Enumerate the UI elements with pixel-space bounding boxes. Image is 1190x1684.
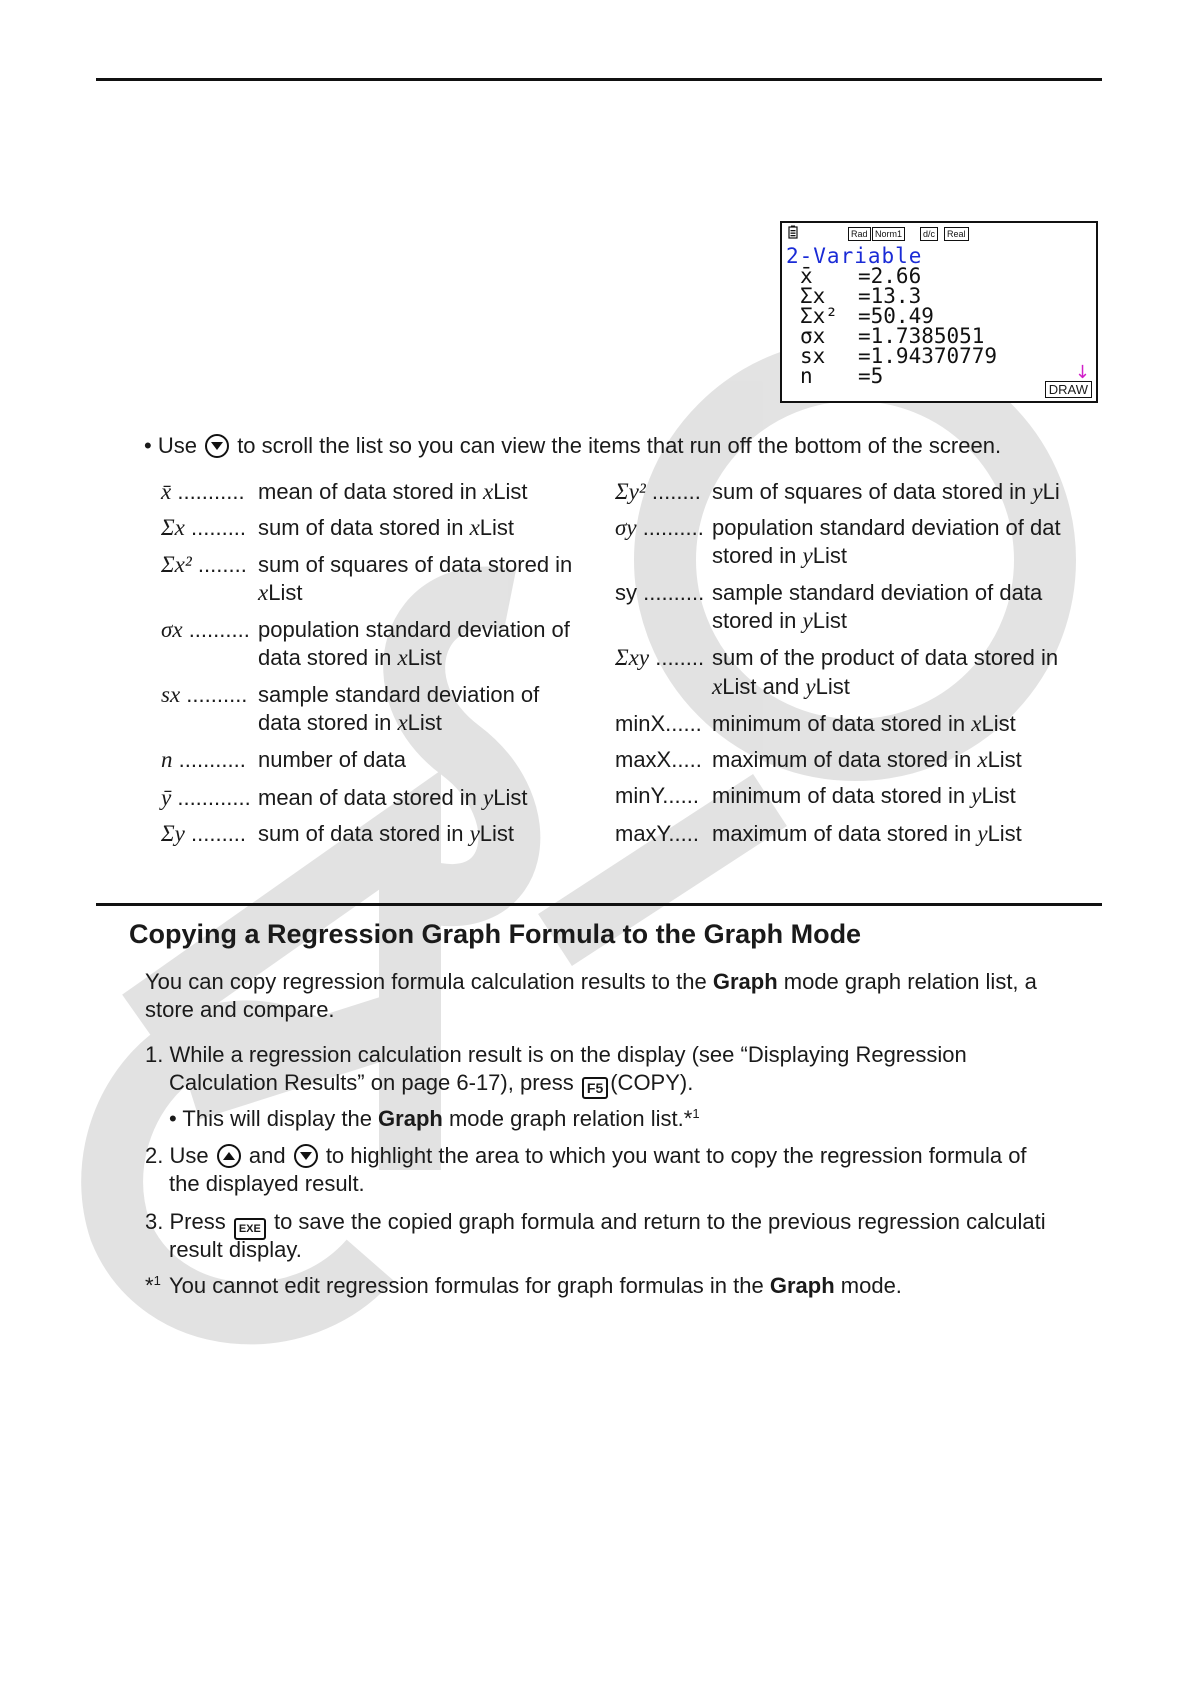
step-3-cont: result display. [169,1237,302,1262]
def-item: maxY..... [615,821,699,846]
def-item: Σy ......... [161,821,247,846]
top-rule [96,78,1102,81]
def-item: ȳ ............ [161,785,251,810]
def-item: minY...... [615,783,699,808]
step-1-bullet: • This will display the Graph mode graph relation list.*$^1$ [169,1106,700,1131]
def-text: sum of squares of data stored in yLi [712,479,1060,504]
def-text: mean of data stored in yList [258,785,528,810]
def-item: n ........... [161,747,246,772]
section-rule [96,903,1102,906]
def-text-cont: data stored in xList [258,645,442,670]
calc-row: n =5 [800,364,884,388]
def-text: sum of data stored in xList [258,515,515,540]
def-text: mean of data stored in xList [258,479,528,504]
def-text: number of data [258,747,406,772]
fraction-badge: d/c [920,227,938,241]
def-item: maxX..... [615,747,702,772]
def-item: Σx ......... [161,515,247,540]
step-2-cont: the displayed result. [169,1171,365,1196]
step-2: 2. Use and to highlight the area to which you want to copy the regression formula of [145,1143,1027,1168]
def-item: σx .......... [161,617,250,642]
def-text: sample standard deviation of data [712,580,1043,605]
def-text: population standard deviation of [258,617,570,642]
def-text-cont: data stored in xList [258,710,442,735]
def-text: sum of the product of data stored in [712,645,1059,670]
complex-badge: Real [944,227,969,241]
section-heading: Copying a Regression Graph Formula to the Graph Mode [129,919,862,949]
status-bar [786,225,1086,241]
step-3: 3. Press EXE to save the copied graph formula and return to the previous regression calculati [145,1208,1046,1240]
calculator-screen [780,221,1098,403]
def-item: Σy² ........ [615,479,701,504]
calc-row: x̄ =2.66 [800,264,922,288]
step-1: 1. While a regression calculation result is on the display (see “Displaying Regression [145,1042,967,1067]
footnote-text: You cannot edit regression formulas for graph formulas in the Graph mode. [169,1273,902,1298]
down-cursor-key-icon [294,1144,318,1168]
intro-text-cont: store and compare. [145,997,335,1022]
def-text-cont: stored in yList [712,608,847,633]
def-text: maximum of data stored in yList [712,821,1022,846]
def-text: sample standard deviation of [258,682,540,707]
angle-badge: Rad [848,227,871,241]
down-cursor-key-icon [205,434,229,458]
def-text: sum of squares of data stored in [258,552,573,577]
step-1-cont: Calculation Results” on page 6-17), press F5 (COPY). [169,1069,693,1099]
intro-text: You can copy regression formula calculation results to the Graph mode graph relation list, a [145,969,1037,994]
exe-key: EXE [234,1218,266,1240]
def-item: minX...... [615,711,702,736]
def-text-cont: stored in yList [712,543,847,568]
def-text: sum of data stored in yList [258,821,515,846]
f5-key: F5 [582,1077,608,1099]
def-item: x̄ ........... [161,479,245,504]
def-item: sx .......... [161,682,248,707]
def-item: σy .......... [615,515,704,540]
def-text-cont: xList [258,580,303,605]
def-item: Σx² ........ [161,552,247,577]
display-badge: Norm1 [872,227,905,241]
calc-row: Σx =13.3 [800,284,922,308]
def-text: population standard deviation of dat [712,515,1061,540]
calc-row: Σx² =50.49 [800,304,934,328]
calc-row: sx =1.94370779 [800,344,998,368]
battery-icon [788,225,798,239]
draw-function-key[interactable]: DRAW [1045,381,1092,398]
footnote: *$^1$ [145,1273,161,1298]
def-item: Σxy ........ [615,645,705,670]
scroll-instruction: • Use to scroll the list so you can view the items that run off the bottom of the screen. [144,433,1002,458]
calc-title: 2-Variable [786,244,923,268]
def-item: sy .......... [615,580,705,605]
scroll-down-arrow-icon: ↓ [1074,362,1090,383]
def-text: maximum of data stored in xList [712,747,1022,772]
up-cursor-key-icon [217,1144,241,1168]
calc-row: σx =1.7385051 [800,324,985,348]
def-text-cont: xList and yList [712,674,850,699]
def-text: minimum of data stored in xList [712,711,1016,736]
def-text: minimum of data stored in yList [712,783,1016,808]
